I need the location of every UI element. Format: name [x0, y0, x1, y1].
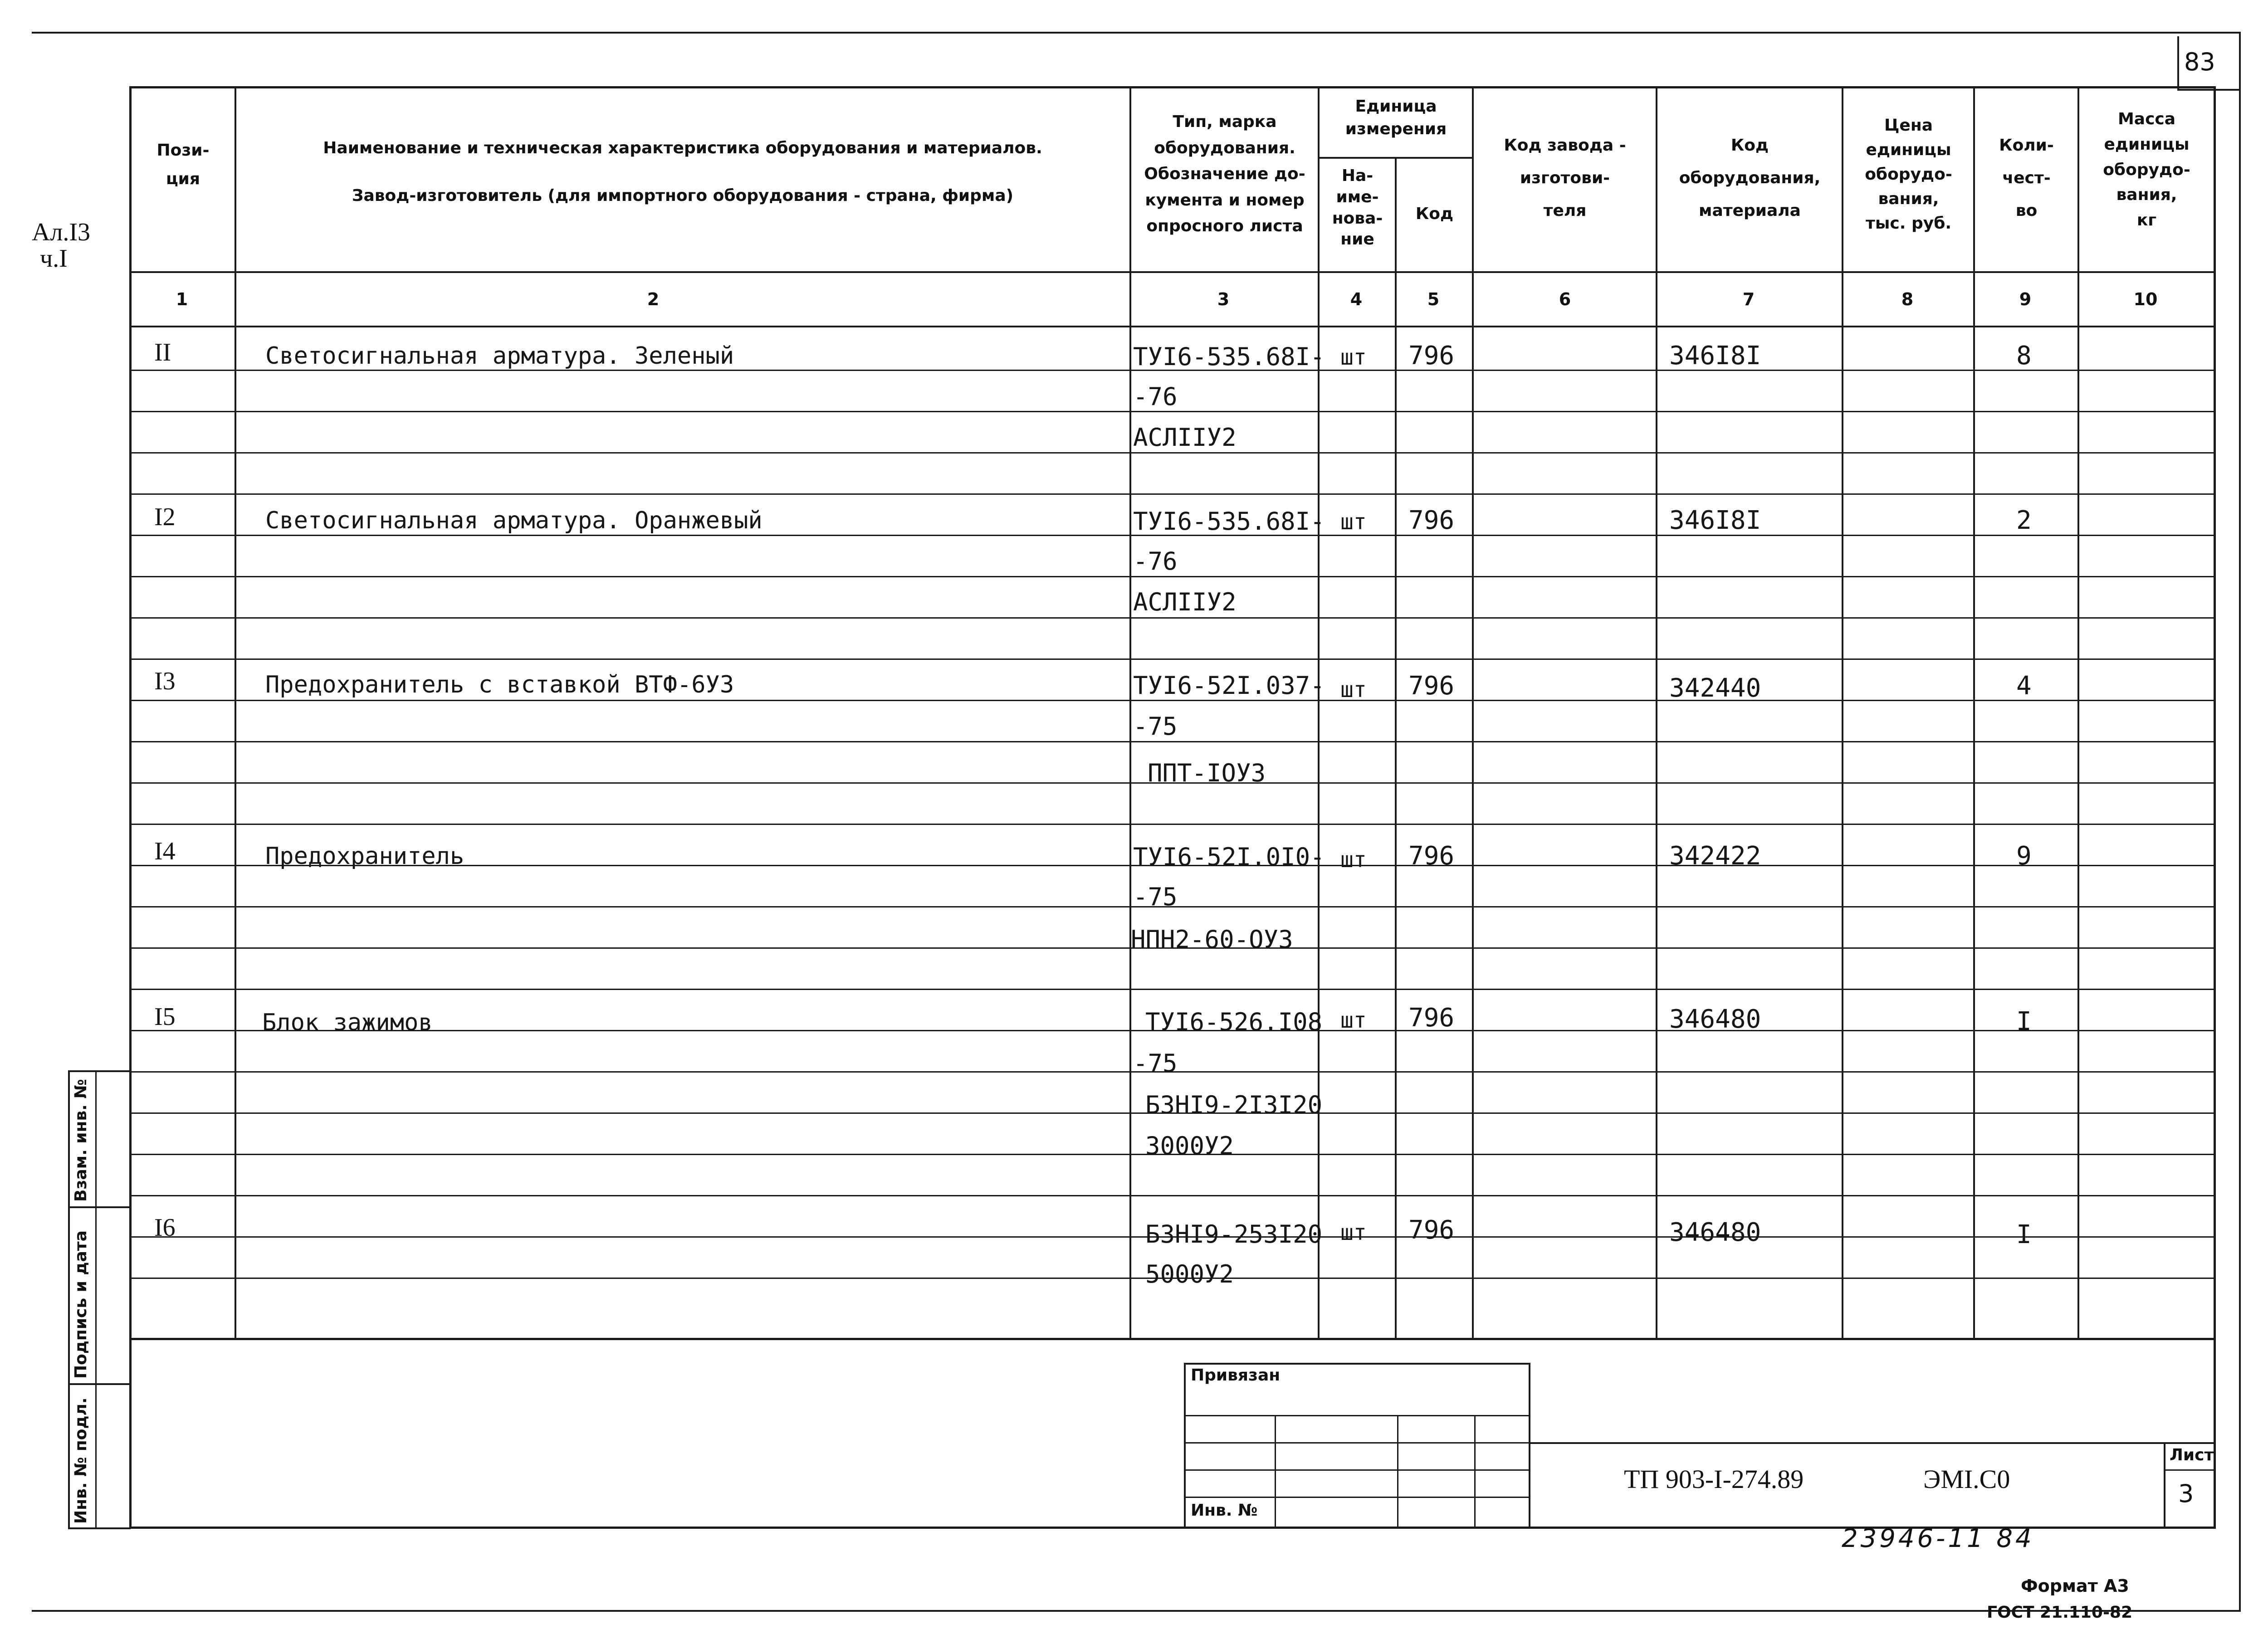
row-unit: шт	[1340, 677, 1367, 702]
header-position: Пози- ция	[156, 141, 210, 188]
header-quantity: Коли- чест- во	[1999, 136, 2054, 220]
sheet-number: 3	[2178, 1479, 2194, 1508]
row-unit: шт	[1340, 509, 1367, 535]
margin-label-vzam: Взам. инв. №	[72, 1079, 90, 1202]
margin-label-inv-podl: Инв. № подл.	[72, 1397, 90, 1524]
row-type-line: 3000У2	[1145, 1132, 1234, 1160]
row-quantity: 4	[2016, 671, 2032, 701]
row-name: Светосигнальная арматура. Зеленый	[265, 342, 734, 370]
row-quantity: I	[2016, 1220, 2032, 1249]
header-mass: Масса единицы оборудо- вания, кг	[2103, 110, 2190, 230]
row-position: I6	[154, 1214, 176, 1242]
colnum-7: 7	[1742, 289, 1755, 309]
side-note-line2: ч.I	[40, 244, 68, 273]
row-position: I4	[154, 837, 176, 865]
colnum-3: 3	[1217, 289, 1230, 309]
doc-code: ТП 903-I-274.89	[1624, 1464, 1804, 1494]
header-price: Цена единицы оборудо- вания, тыс. руб.	[1865, 116, 1952, 233]
margin-label-podpis: Подпись и дата	[72, 1230, 90, 1379]
row-name: Предохранитель с вставкой ВТФ-6УЗ	[265, 671, 734, 698]
row-type-line: ТУI6-535.68I-	[1133, 342, 1325, 371]
colnum-6: 6	[1559, 289, 1571, 309]
row-position: I2	[154, 503, 176, 531]
row-type-line: АСЛIIУ2	[1133, 423, 1237, 452]
page-number: 83	[2184, 48, 2215, 76]
bottom-border	[32, 1610, 2241, 1612]
row-type-line: ТУI6-52I.0I0-	[1133, 843, 1325, 871]
header-name-line1: Наименование и техническая характеристика оборудования и материалов.	[323, 139, 1042, 157]
row-equipment-code: 342422	[1669, 841, 1761, 871]
format-label: Формат А3	[2021, 1576, 2129, 1596]
row-unit: шт	[1340, 1220, 1367, 1245]
table-bottom	[129, 1338, 2216, 1340]
row-type-line: ТУI6-526.I08	[1145, 1008, 1323, 1036]
row-unit-code: 796	[1408, 506, 1455, 535]
row-name: Светосигнальная арматура. Оранжевый	[265, 507, 763, 534]
doc-mark: ЭМI.С0	[1923, 1464, 2010, 1494]
row-type-line: 5000У2	[1145, 1260, 1234, 1288]
stamp-inv-no: Инв. №	[1191, 1501, 1258, 1520]
header-name-line2: Завод-изготовитель (для импортного оборудования - страна, фирма)	[352, 186, 1014, 205]
row-quantity: I	[2016, 1007, 2032, 1036]
table-top	[129, 86, 2216, 88]
row-type-line: АСЛIIУ2	[1133, 588, 1237, 616]
row-name: Блок зажимов	[262, 1009, 433, 1036]
header-unit-code: Код	[1415, 205, 1454, 223]
row-position: II	[154, 338, 171, 366]
colnum-2: 2	[647, 289, 660, 309]
row-equipment-code: 342440	[1669, 673, 1761, 703]
row-type-line: НПН2-60-ОУ3	[1131, 925, 1293, 954]
row-type-line: ППТ-IОУ3	[1148, 759, 1266, 787]
row-equipment-code: 346I8I	[1669, 341, 1761, 371]
row-type-line: БЗНI9-253I20	[1145, 1220, 1323, 1249]
row-type-line: -76	[1133, 382, 1178, 411]
header-type: Тип, марка оборудования. Обозначение до- кумента и номер опросного листа	[1144, 112, 1305, 236]
header-equipment-code: Код оборудования, материала	[1679, 136, 1821, 220]
colnum-1: 1	[176, 289, 188, 309]
colnum-8: 8	[1901, 289, 1914, 309]
row-equipment-code: 346480	[1669, 1005, 1761, 1034]
row-type-line: -75	[1133, 883, 1178, 911]
row-quantity: 8	[2016, 341, 2032, 371]
colnum-10: 10	[2133, 289, 2158, 309]
colnum-4: 4	[1350, 289, 1363, 309]
header-unit-name: На- име- нова- ние	[1332, 166, 1383, 249]
gost-label: ГОСТ 21.110-82	[1987, 1603, 2133, 1622]
row-unit: шт	[1340, 1008, 1367, 1033]
row-unit-code: 796	[1408, 1003, 1455, 1033]
row-quantity: 2	[2016, 506, 2032, 535]
top-border	[32, 32, 2241, 34]
row-unit-code: 796	[1408, 341, 1455, 371]
row-type-line: БЗНI9-2I3I20	[1145, 1091, 1323, 1119]
row-type-line: -76	[1133, 547, 1178, 576]
colnum-5: 5	[1427, 289, 1440, 309]
row-type-line: -75	[1133, 1049, 1178, 1078]
row-type-line: -75	[1133, 712, 1178, 741]
stamp-privyazan: Привязан	[1191, 1366, 1281, 1385]
row-type-line: ТУI6-535.68I-	[1133, 507, 1325, 536]
handwritten-inventory: 23946-11 84	[1842, 1524, 2034, 1553]
side-note-line1: Ал.I3	[32, 218, 91, 246]
header-plant-code: Код завода - изготови- теля	[1504, 136, 1626, 220]
row-unit: шт	[1340, 847, 1367, 873]
row-unit: шт	[1340, 345, 1367, 370]
row-type-line: ТУI6-52I.037-	[1133, 671, 1325, 700]
right-border	[2239, 32, 2241, 1610]
header-unit-group: Единица измерения	[1345, 97, 1447, 139]
row-name: Предохранитель	[265, 843, 464, 870]
sheet-label: Лист	[2170, 1446, 2214, 1464]
row-position: I5	[154, 1003, 176, 1031]
row-equipment-code: 346480	[1669, 1218, 1761, 1247]
row-equipment-code: 346I8I	[1669, 506, 1761, 535]
row-position: I3	[154, 667, 176, 695]
colnum-9: 9	[2019, 289, 2032, 309]
row-unit-code: 796	[1408, 841, 1455, 871]
row-quantity: 9	[2016, 841, 2032, 871]
row-unit-code: 796	[1408, 1215, 1455, 1245]
row-unit-code: 796	[1408, 671, 1455, 701]
